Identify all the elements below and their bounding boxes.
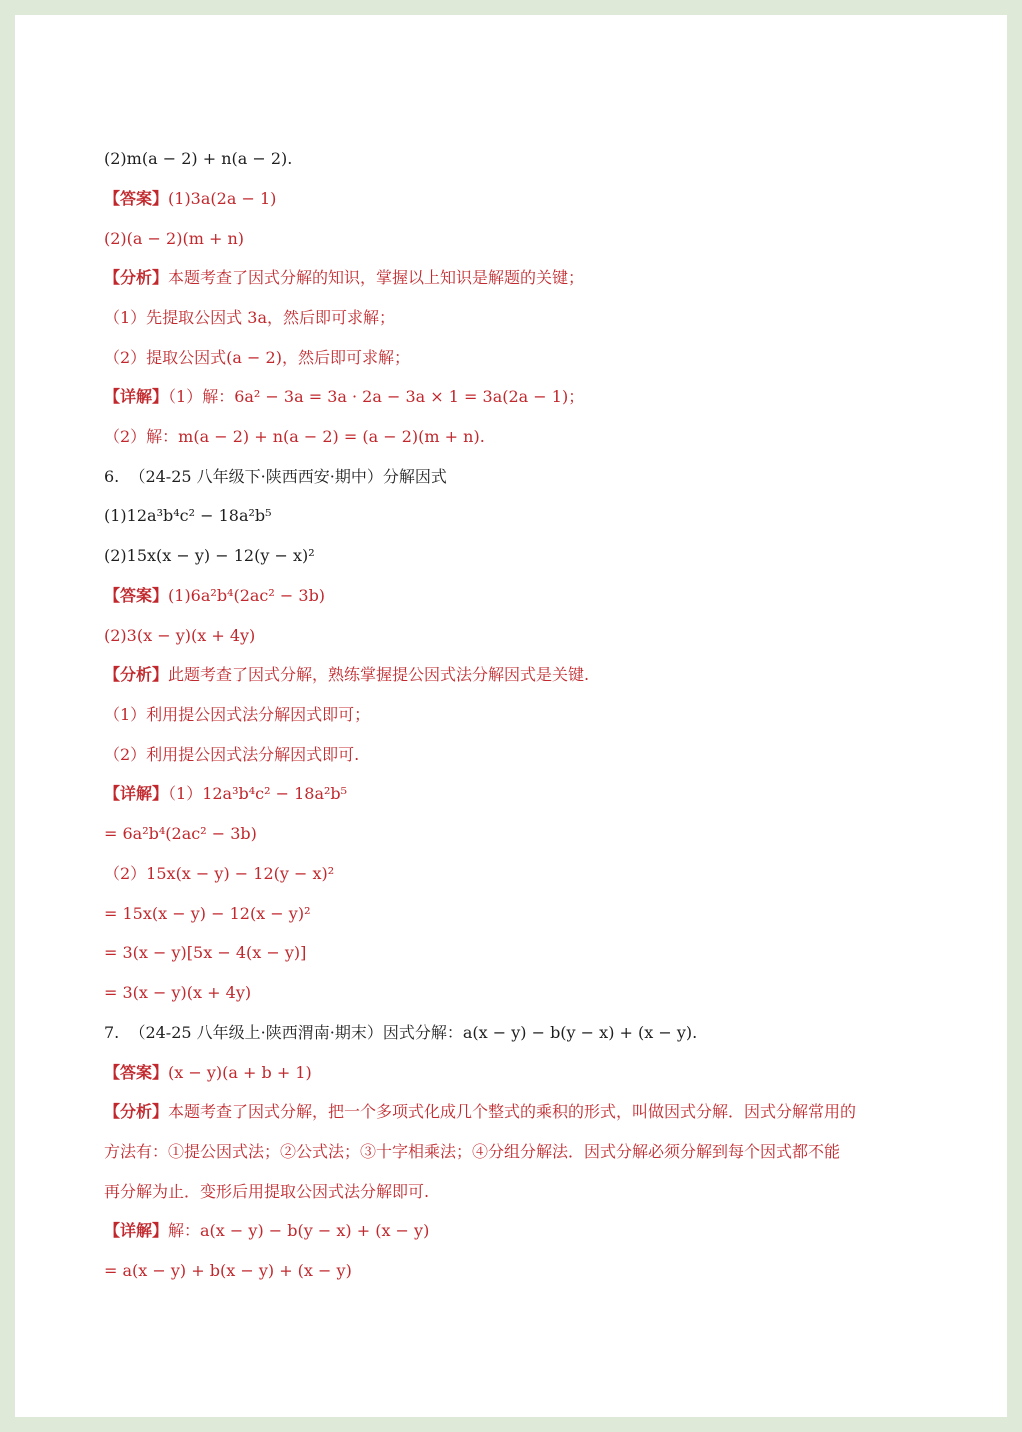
detail-tag: 【详解】 — [104, 387, 169, 406]
q6-analysis-2: （2）利用提公因式法分解因式即可. — [104, 745, 360, 764]
analysis-tag: 【分析】 — [104, 665, 169, 684]
q5-answer-1: (1)3a(2a − 1) — [168, 189, 277, 208]
q7-answer-line — [104, 1063, 924, 1083]
q6-answer-1: (1)6a²b⁴(2ac² − 3b) — [168, 586, 326, 605]
answer-tag: 【答案】 — [104, 586, 169, 605]
q7-analysis-line2: 方法有：①提公因式法；②公式法；③十字相乘法；④分组分解法．因式分解必须分解到每个因式都不能 — [104, 1142, 841, 1161]
q7-detail-line — [104, 1221, 924, 1241]
q7-analysis-line — [104, 1102, 924, 1122]
q5-detail-2: （2）解：m(a − 2) + n(a − 2) = (a − 2)(m + n). — [104, 427, 485, 446]
q6-part2: (2)15x(x − y) − 12(y − x)² — [104, 546, 315, 565]
q5-analysis-2: （2）提取公因式(a − 2)，然后即可求解； — [104, 348, 410, 367]
q7-detail-2: = a(x − y) + b(x − y) + (x − y) — [104, 1261, 352, 1280]
q5-detail-line — [104, 387, 924, 407]
q6-analysis-1: （1）利用提公因式法分解因式即可； — [104, 705, 371, 724]
q6-detail-1: （1）12a³b⁴c² − 18a²b⁵ — [168, 784, 348, 803]
q5-part2: (2)m(a − 2) + n(a − 2). — [104, 149, 293, 168]
q5-analysis-1: （1）先提取公因式 3a，然后即可求解； — [104, 308, 395, 327]
q7-analysis-line1: 本题考查了因式分解，把一个多项式化成几个整式的乘积的形式，叫做因式分解．因式分解常用的 — [168, 1102, 857, 1121]
q6-answer-2: (2)3(x − y)(x + 4y) — [104, 626, 256, 645]
q6-detail-3: （2）15x(x − y) − 12(y − x)² — [104, 864, 335, 883]
q5-analysis-line — [104, 268, 924, 288]
q7-detail-1: 解：a(x − y) − b(y − x) + (x − y) — [168, 1221, 430, 1240]
q6-detail-4: = 15x(x − y) − 12(x − y)² — [104, 904, 311, 923]
q6-analysis-line — [104, 665, 924, 685]
q7-heading: 7. （24-25 八年级上·陕西渭南·期末）因式分解：a(x − y) − b(y − x) + (x − y). — [104, 1023, 698, 1042]
q6-detail-5: = 3(x − y)[5x − 4(x − y)] — [104, 943, 307, 962]
detail-tag: 【详解】 — [104, 1221, 169, 1240]
q6-detail-line — [104, 784, 924, 804]
q6-answer-line — [104, 586, 924, 606]
q7-answer: (x − y)(a + b + 1) — [168, 1063, 312, 1082]
q6-analysis-text: 此题考查了因式分解，熟练掌握提公因式法分解因式是关键. — [168, 665, 590, 684]
q6-heading: 6. （24-25 八年级下·陕西西安·期中）分解因式 — [104, 467, 447, 486]
q6-detail-6: = 3(x − y)(x + 4y) — [104, 983, 252, 1002]
q5-analysis-text: 本题考查了因式分解的知识，掌握以上知识是解题的关键； — [168, 268, 585, 287]
q5-answer-2: (2)(a − 2)(m + n) — [104, 229, 244, 248]
q6-part1: (1)12a³b⁴c² − 18a²b⁵ — [104, 506, 272, 525]
analysis-tag: 【分析】 — [104, 1102, 169, 1121]
q5-detail-1: （1）解：6a² − 3a = 3a · 2a − 3a × 1 = 3a(2a − 1)； — [168, 387, 585, 406]
answer-tag: 【答案】 — [104, 189, 169, 208]
q7-analysis-line3: 再分解为止．变形后用提取公因式法分解即可. — [104, 1182, 430, 1201]
q5-answer-line — [104, 189, 924, 209]
document-page — [15, 15, 1007, 1417]
answer-tag: 【答案】 — [104, 1063, 169, 1082]
detail-tag: 【详解】 — [104, 784, 169, 803]
analysis-tag: 【分析】 — [104, 268, 169, 287]
q6-detail-2: = 6a²b⁴(2ac² − 3b) — [104, 824, 257, 843]
